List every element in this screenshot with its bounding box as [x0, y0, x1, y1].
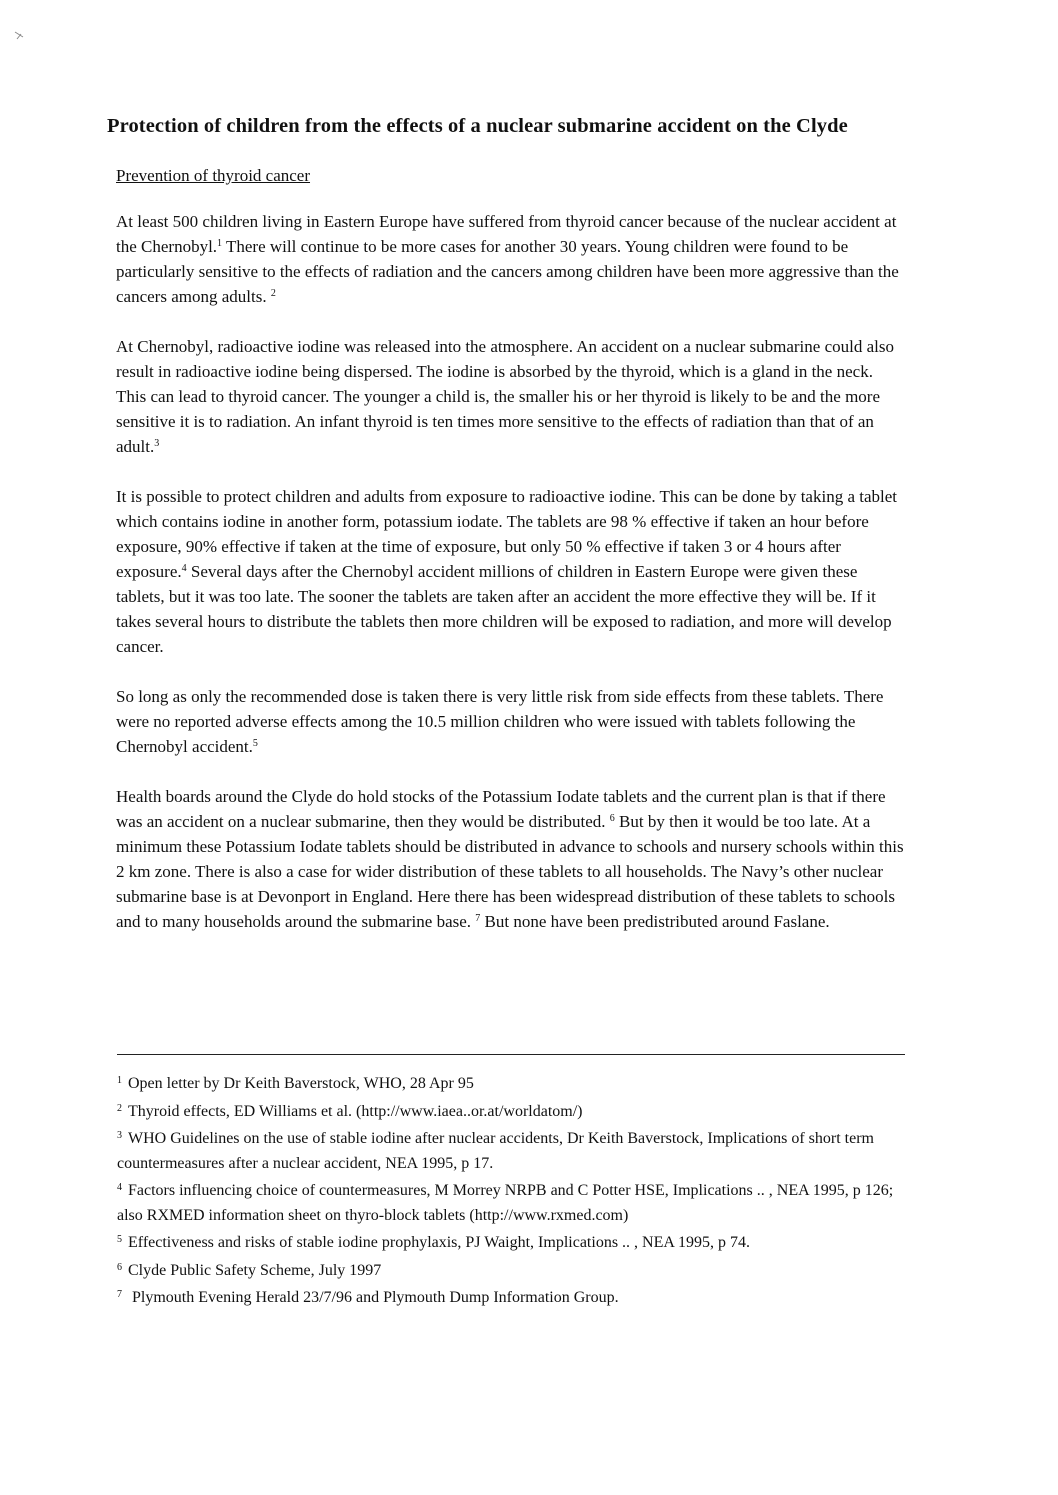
- scan-mark-icon: [12, 30, 26, 44]
- paragraph-5: Health boards around the Clyde do hold stocks of the Potassium Iodate tablets and the current plan is that if there was an accident on a nuclear submarine, then they would be distributed. $^6$ But by then it would be too late. At a minimum these Potassium Iodate tablets should be distributed in advance to schools and nursery schools within this 2 km zone. There is also a case for wider distribution of these tablets to all households. The Navy’s other nuclear submarine base is at Devonport in England. Here there has been widespread distribution of these tablets to schools and to many households around the submarine base. $^7$ But none have been predistributed around Faslane.: [116, 787, 904, 931]
- footnotes: [117, 1069, 917, 1311]
- document-body: [104, 112, 904, 959]
- paragraph-1: At least 500 children living in Eastern Europe have suffered from thyroid cancer because of the nuclear accident at the Chernobyl.$^1$ There will continue to be more cases for another 30 years. Young children were found to be particularly sensitive to the effects of radiation and the cancers among children have been more aggressive than the cancers among adults. $^2$: [116, 212, 899, 306]
- paragraph-4: So long as only the recommended dose is taken there is very little risk from side effects from these tablets. There were no reported adverse effects among the 10.5 million children who were issued with tablets following the Chernobyl accident.$^5$: [116, 687, 884, 756]
- footnote-4: $^4$ Factors influencing choice of countermeasures, M Morrey NRPB and C Potter HSE, Implications .. , NEA 1995, p 126; also RXMED information sheet on thyro-block tablets (http://www.rxmed.com): [117, 1182, 894, 1224]
- footnote-ref: 3: [154, 438, 160, 449]
- footnote-ref: 6: [609, 813, 615, 824]
- section-heading: Prevention of thyroid cancer: [116, 166, 311, 185]
- footnote-6: $^6$ Clyde Public Safety Scheme, July 1997: [117, 1261, 382, 1279]
- footnote-3: $^3$ WHO Guidelines on the use of stable iodine after nuclear accidents, Dr Keith Baverstock, Implications of short term countermeasures after a nuclear accident, NEA 1995, p 17.: [117, 1130, 874, 1172]
- document-title: Protection of children from the effects of a nuclear submarine accident on the Clyde: [107, 115, 848, 137]
- paragraph-2: At Chernobyl, radioactive iodine was released into the atmosphere. An accident on a nuclear submarine could also result in radioactive iodine being dispersed. The iodine is absorbed by the thyroid, which is a gland in the neck. This can lead to thyroid cancer. The younger a child is, the smaller his or her thyroid is likely to be and the more sensitive it is to radiation. An infant thyroid is ten times more sensitive to the effects of radiation than that of an adult.$^3$: [116, 337, 894, 456]
- footnote-ref: 7: [475, 913, 481, 924]
- footnote-ref: 1: [217, 238, 223, 249]
- footnote-ref: 5: [252, 738, 258, 749]
- footnote-7: $^7$ Plymouth Evening Herald 23/7/96 and Plymouth Dump Information Group.: [117, 1289, 619, 1306]
- footnote-ref: 4: [181, 563, 187, 574]
- paragraph-3: It is possible to protect children and adults from exposure to radioactive iodine. This can be done by taking a tablet which contains iodine in another form, potassium iodate. The tablets are 98 % effective if taken an hour before exposure, 90% effective if taken at the time of exposure, but only 50 % effective if taken 3 or 4 hours after exposure.$^4$ Several days after the Chernobyl accident millions of children in Eastern Europe were given these tablets, but it was too late. The sooner the tablets are taken after an accident the more effective they will be. If it takes several hours to distribute the tablets then more children will be exposed to radiation, and more will develop cancer.: [116, 487, 898, 656]
- footnote-5: $^5$ Effectiveness and risks of stable iodine prophylaxis, PJ Waight, Implications .. , NEA 1995, p 74.: [117, 1234, 751, 1251]
- footnote-ref: 2: [270, 288, 276, 299]
- footnote-divider: [117, 1054, 905, 1055]
- footnote-1: $^1$ Open letter by Dr Keith Baverstock, WHO, 28 Apr 95: [117, 1075, 474, 1092]
- footnote-2: $^2$ Thyroid effects, ED Williams et al. (http://www.iaea..or.at/worldatom/): [117, 1102, 583, 1120]
